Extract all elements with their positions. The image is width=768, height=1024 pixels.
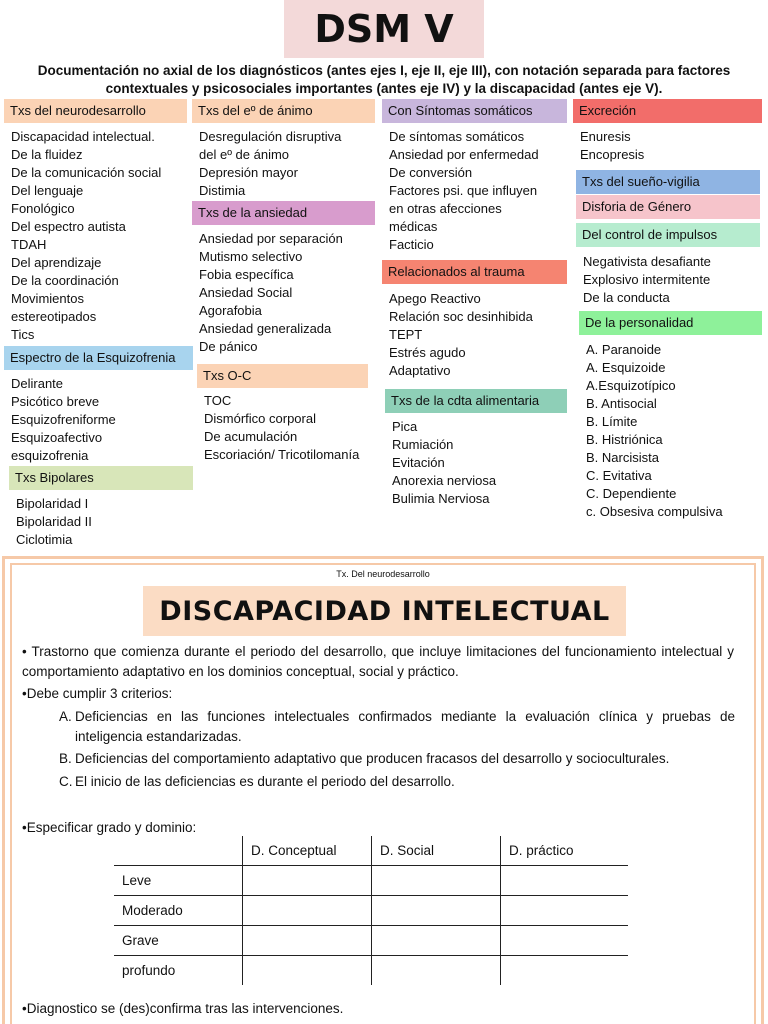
list-bipolares xyxy=(16,495,92,549)
table-cell xyxy=(372,926,501,956)
list-item: C. Evitativa xyxy=(586,468,652,483)
table-cell xyxy=(243,896,372,926)
list-item: Bipolaridad II xyxy=(16,514,92,529)
list-item: Bipolaridad I xyxy=(16,496,89,511)
list-item: A. Esquizoide xyxy=(586,360,666,375)
list-item: De acumulación xyxy=(204,429,298,444)
list-item: Desregulación disruptiva xyxy=(199,129,342,144)
list-item: De la comunicación social xyxy=(11,165,162,180)
list-esquizofrenia xyxy=(11,375,116,465)
paragraph-definition: • Trastorno que comienza durante el periodo del desarrollo, que incluye limitaciones del funcionamiento intelectual y comportamiento adaptativo en los dominios conceptual, social y práctico. xyxy=(22,644,734,679)
table-cell xyxy=(243,956,372,986)
table-cell xyxy=(243,926,372,956)
table-cell xyxy=(372,896,501,926)
criterion-letter: A. xyxy=(59,709,72,724)
list-item: TEPT xyxy=(389,327,423,342)
list-personalidad xyxy=(586,341,723,521)
table-cell xyxy=(501,956,629,986)
list-item: Esquizoafectivo xyxy=(11,430,103,445)
list-item: Discapacidad intelectual. xyxy=(11,129,155,144)
table-header-cell xyxy=(114,836,243,866)
list-item: estereotipados xyxy=(11,309,97,324)
table-row xyxy=(114,926,628,956)
list-item: Negativista desafiante xyxy=(583,254,711,269)
list-item: Rumiación xyxy=(392,437,454,452)
list-item: A. Paranoide xyxy=(586,342,662,357)
list-item: Dismórfico corporal xyxy=(204,411,316,426)
section-banner: DISCAPACIDAD INTELECTUAL xyxy=(143,586,626,636)
list-item: Fobia específica xyxy=(199,267,294,282)
table-cell xyxy=(243,866,372,896)
criterion-letter: B. xyxy=(59,751,72,766)
list-item: Psicótico breve xyxy=(11,394,100,409)
header-trauma: Relacionados al trauma xyxy=(382,260,567,284)
list-item: Pica xyxy=(392,419,418,434)
list-item: TDAH xyxy=(11,237,47,252)
criterion-text: El inicio de las deficiencias es durante el periodo del desarrollo. xyxy=(75,774,455,789)
list-toc xyxy=(204,392,359,464)
list-item: Bulimia Nerviosa xyxy=(392,491,490,506)
list-item: De la coordinación xyxy=(11,273,119,288)
list-neurodesarrollo xyxy=(11,128,161,344)
list-item: B. Límite xyxy=(586,414,638,429)
criterion-text: Deficiencias en las funciones intelectuales confirmados mediante la evaluación clínica y pruebas de inteligencia estandarizadas. xyxy=(75,709,735,744)
list-item: B. Histriónica xyxy=(586,432,663,447)
list-item: Movimientos xyxy=(11,291,84,306)
list-item: Ansiedad por separación xyxy=(199,231,343,246)
list-item: TOC xyxy=(204,393,232,408)
table-row-label: Grave xyxy=(114,926,243,956)
paragraph-diagnosis: •Diagnostico se (des)confirma tras las intervenciones. xyxy=(22,1001,344,1016)
list-item: Escoriación/ Tricotilomanía xyxy=(204,447,360,462)
list-item: c. Obsesiva compulsiva xyxy=(586,504,723,519)
criterion-text: Deficiencias del comportamiento adaptativo que producen fracasos del desarrollo y socioculturales. xyxy=(75,751,670,766)
list-item: De la conducta xyxy=(583,290,670,305)
list-item: Factores psi. que influyen xyxy=(389,183,538,198)
table-header-cell: D. práctico xyxy=(501,836,629,866)
table-cell xyxy=(501,866,629,896)
header-bipolares: Txs Bipolares xyxy=(9,466,193,490)
header-animo: Txs del eº de ánimo xyxy=(192,99,375,123)
list-somaticos xyxy=(389,128,539,254)
table-row-label: Moderado xyxy=(114,896,243,926)
list-item: Explosivo intermitente xyxy=(583,272,711,287)
list-item: Ansiedad Social xyxy=(199,285,293,300)
table-cell xyxy=(372,866,501,896)
list-trauma xyxy=(389,290,533,380)
list-item: Adaptativo xyxy=(389,363,451,378)
header-somaticos: Con Síntomas somáticos xyxy=(382,99,567,123)
table-row-label: profundo xyxy=(122,963,176,978)
list-item: Ciclotimia xyxy=(16,532,73,547)
list-item: B. Narcisista xyxy=(586,450,659,465)
list-alimentaria xyxy=(392,418,496,508)
list-animo xyxy=(199,128,341,200)
table-row xyxy=(114,896,628,926)
list-item: Encopresis xyxy=(580,147,645,162)
list-item: Tics xyxy=(11,327,35,342)
list-item: B. Antisocial xyxy=(586,396,657,411)
list-item: Ansiedad por enfermedad xyxy=(389,147,539,162)
list-item: Mutismo selectivo xyxy=(199,249,303,264)
list-item: Ansiedad generalizada xyxy=(199,321,332,336)
section-small-title: Tx. Del neurodesarrollo xyxy=(336,569,430,579)
table-row xyxy=(114,866,628,896)
table-header-row xyxy=(114,836,628,866)
header-sueno: Txs del sueño-vigilia xyxy=(576,170,760,194)
list-item: C. Dependiente xyxy=(586,486,677,501)
header-alimentaria: Txs de la cdta alimentaria xyxy=(385,389,567,413)
page-title: DSM V xyxy=(284,0,484,58)
list-item: Distimia xyxy=(199,183,246,198)
list-item: Facticio xyxy=(389,237,434,252)
header-ansiedad: Txs de la ansiedad xyxy=(192,201,375,225)
table-cell xyxy=(501,926,629,956)
list-excrecion xyxy=(580,128,644,164)
paragraph-criteria-intro: •Debe cumplir 3 criterios: xyxy=(22,686,173,701)
list-item: De pánico xyxy=(199,339,258,354)
severity-table xyxy=(114,836,628,985)
header-toc: Txs O-C xyxy=(197,364,368,388)
table-header-cell: D. Social xyxy=(372,836,501,866)
list-item: Depresión mayor xyxy=(199,165,298,180)
list-item: Evitación xyxy=(392,455,445,470)
list-impulsos xyxy=(583,253,711,307)
criterion-letter: C. xyxy=(59,774,73,789)
list-item: Enuresis xyxy=(580,129,631,144)
list-item: A.Esquizotípico xyxy=(586,378,676,393)
list-item: Fonológico xyxy=(11,201,75,216)
list-item: De síntomas somáticos xyxy=(389,129,525,144)
table-row xyxy=(114,956,628,986)
list-item: Apego Reactivo xyxy=(389,291,481,306)
list-item: médicas xyxy=(389,219,438,234)
header-neurodesarrollo: Txs del neurodesarrollo xyxy=(4,99,187,123)
table-cell xyxy=(501,896,629,926)
list-ansiedad xyxy=(199,230,343,356)
header-excrecion: Excreción xyxy=(573,99,762,123)
list-item: Del espectro autista xyxy=(11,219,126,234)
list-item: en otras afecciones xyxy=(389,201,502,216)
list-item: Relación soc desinhibida xyxy=(389,309,533,324)
list-item: De conversión xyxy=(389,165,473,180)
subtitle: Documentación no axial de los diagnósticos (antes ejes I, eje II, eje III), con notación separada para factores contextuales y psicosociales importantes (antes eje IV) y la discapacidad (antes eje V). xyxy=(37,63,731,96)
header-personalidad: De la personalidad xyxy=(579,311,762,335)
table-header-cell: D. Conceptual xyxy=(243,836,372,866)
list-item: Delirante xyxy=(11,376,64,391)
list-item: Estrés agudo xyxy=(389,345,466,360)
list-item: Esquizofreniforme xyxy=(11,412,116,427)
list-item: esquizofrenia xyxy=(11,448,89,463)
list-item: Anorexia nerviosa xyxy=(392,473,497,488)
table-cell xyxy=(372,956,501,986)
list-item: Del aprendizaje xyxy=(11,255,102,270)
paragraph-specify: •Especificar grado y dominio: xyxy=(22,820,197,835)
list-item: Del lenguaje xyxy=(11,183,84,198)
header-esquizofrenia: Espectro de la Esquizofrenia xyxy=(4,346,193,370)
list-item: Agorafobia xyxy=(199,303,262,318)
list-item: del eº de ánimo xyxy=(199,147,290,162)
list-item: De la fluidez xyxy=(11,147,83,162)
header-genero: Disforia de Género xyxy=(576,195,760,219)
header-impulsos: Del control de impulsos xyxy=(576,223,760,247)
table-row-label: Leve xyxy=(114,866,243,896)
